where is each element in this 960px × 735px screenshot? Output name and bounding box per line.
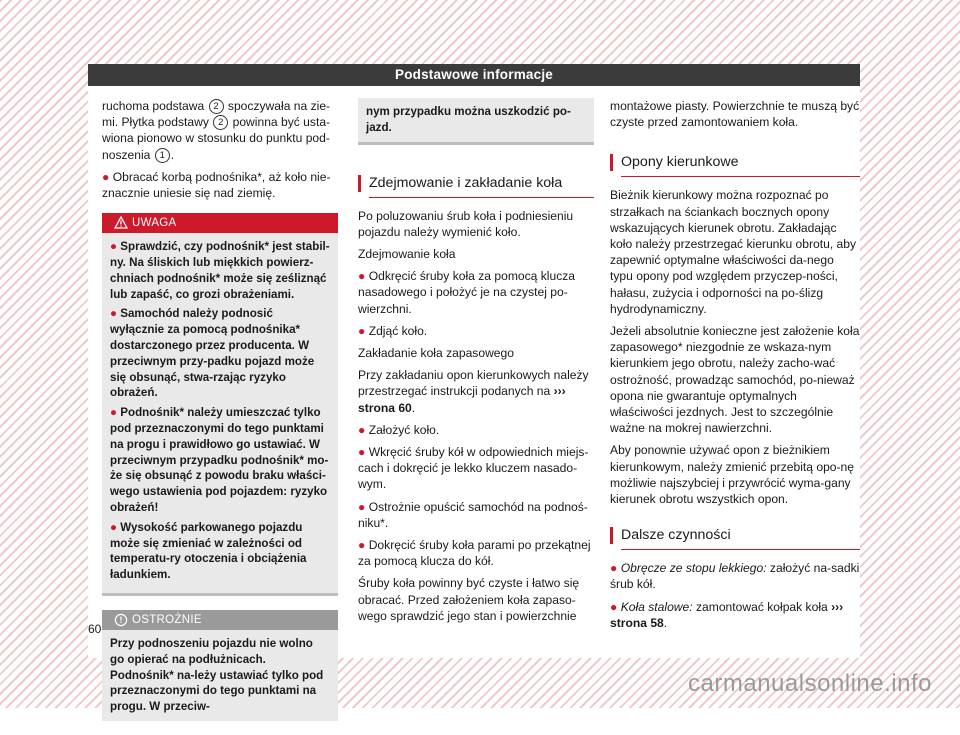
list-item: ● Obracać korbą podnośnika*, aż koło nie-znacznie uniesie się nad ziemię. — [102, 169, 331, 201]
section-heading: Opony kierunkowe — [610, 154, 860, 171]
column-2: nym przypadku można uszkodzić po-jazd. Zdejmowanie i zakładanie koła Po poluzowaniu śrub koła i podniesieniu pojazdu należy wymienić koło. Zdejmowanie koła ● Odkręcić śruby koła za pomocą klucza nasadowego i położyć je na czystej po-wierzchni. ● Zdjąć koło. Zakładanie koła zapasowego Przy zakładaniu opon kierunkowych należy przestrzegać instrukcji podanych na ››› strona 60. ● Założyć koło. ● Wkręcić śruby kół w odpowiednich miejs-cach i dokręcić je lekko kluczem nasado-wym. ● Ostrożnie opuścić samochód na podnoś-niku*. ● Dokręcić śruby koła parami po przekątnej za pomocą klucza do kół. Śruby koła powinny być czyste i łatwo się obracać. Przed założeniem koła zapaso-wego sprawdzić jego stan i powierzchnie — [358, 98, 594, 630]
bullet-icon: ● — [358, 445, 366, 460]
subheading: Zdejmowanie koła — [358, 247, 456, 261]
list-item: ● Podnośnik* należy umieszczać tylko pod przeznaczonymi do tego punktami na progu i prawidłowo go ustawiać. W przeciwnym przypadku podnośnik* mo-że się obsunąć z powodu braku właści-wego ustawienia pod pojazdem: ryzyko obrażeń! — [110, 406, 329, 514]
page-reference-link[interactable]: ››› strona 60 — [358, 384, 566, 415]
list-item: ● Dokręcić śruby koła parami po przekątnej za pomocą klucza do kół. — [358, 538, 591, 569]
list-item: ● Sprawdzić, czy podnośnik* jest stabil-ny. Na śliskich lub miękkich powierz-chniach podnośnik* może się ześliznąć lub zapaść, co grozi obrażeniami. — [110, 240, 330, 301]
bullet-icon: ● — [110, 307, 118, 321]
heading-underline — [621, 176, 860, 177]
paragraph-base-plate: ruchoma podstawa 2 spoczywała na zie-mi. Płytka podstawy 2 powinna być usta-wiona pionowo w stosunku do punktu pod-noszenia 1 . — [102, 99, 331, 162]
section-heading: Dalsze czynności — [610, 527, 860, 544]
watermark: carmanualsonline.info — [688, 670, 932, 697]
list-item: ● Koła stalowe: zamontować kołpak koła ››› strona 58. — [610, 599, 844, 630]
list-item: ● Wysokość parkowanego pojazdu może się zmieniać w zależności od temperatu-ry otoczenia i obciążenia ładunkiem. — [110, 520, 307, 582]
list-item: ● Zdjąć koło. — [358, 323, 428, 338]
page-reference-link[interactable]: ››› strona 58 — [610, 599, 844, 630]
warning-box — [102, 213, 338, 596]
info-circle-icon — [114, 613, 128, 627]
bullet-icon: ● — [610, 561, 618, 576]
warning-header: UWAGA — [102, 213, 338, 233]
bullet-icon: ● — [358, 538, 366, 553]
caution-body: Przy podnoszeniu pojazdu nie wolno go opierać na podłużnicach. Podnośnik* na-leży ustawiać tylko pod przeznaczonymi do tego punktami na progu. W przeciw- — [110, 636, 324, 714]
callout-number: 2 — [213, 115, 228, 130]
section-heading: Zdejmowanie i zakładanie koła — [358, 175, 594, 192]
bullet-icon: ● — [110, 406, 118, 420]
bullet-icon: ● — [358, 499, 366, 514]
warning-body — [102, 233, 338, 593]
warning-triangle-icon — [114, 216, 128, 229]
bullet-icon: ● — [110, 240, 118, 254]
bullet-icon: ● — [110, 520, 118, 534]
callout-number: 2 — [209, 99, 224, 114]
list-item: ● Ostrożnie opuścić samochód na podnoś-niku*. — [358, 499, 588, 530]
bullet-icon: ● — [358, 422, 366, 437]
column-1 — [102, 98, 338, 735]
caution-header: OSTROŻNIE — [102, 610, 338, 630]
subheading: Zakładanie koła zapasowego — [358, 346, 514, 361]
caution-box-continued: nym przypadku można uszkodzić po-jazd. — [358, 98, 594, 145]
list-item: ● Samochód należy podnosić wyłącznie za pomocą podnośnika* dostarczonego przez producenta. W przeciwnym przy-padku pojazd może się obsunąć, stwa-rzając ryzyko obrażeń. — [110, 307, 315, 400]
list-item: ● Wkręcić śruby kół w odpowiednich miejs-cach i dokręcić je lekko kluczem nasado-wym. — [358, 445, 589, 492]
page-header: Podstawowe informacje — [88, 64, 860, 86]
bullet-icon: ● — [102, 169, 110, 184]
bullet-icon: ● — [610, 599, 618, 614]
heading-underline — [369, 197, 594, 198]
callout-number: 1 — [155, 148, 170, 163]
list-item: ● Obręcze ze stopu lekkiego: założyć na-sadki śrub kół. — [610, 561, 860, 592]
list-item: ● Odkręcić śruby koła za pomocą klucza nasadowego i położyć je na czystej po-wierzchni. — [358, 269, 576, 316]
caution-box — [102, 610, 338, 721]
bullet-icon: ● — [358, 269, 366, 284]
bullet-icon: ● — [358, 323, 366, 338]
list-item: ● Założyć koło. — [358, 422, 440, 437]
column-3: montażowe piasty. Powierzchnie te muszą być czyste przed zamontowaniem koła. Opony kierunkowe Bieżnik kierunkowy można rozpoznać po strzałkach na ściankach bocznych opony wskazujących kierunek obrotu. Zakładając koło należy przestrzegać kierunku obrotu, aby zapewnić optymalne właściwości da-nego typu opony pod względem przyczep-ności, hałasu, zużycia i odporności na po-ślizg hydrodynamiczny. Jeżeli absolutnie konieczne jest założenie koła zapasowego* niezgodnie ze wskaza-nym kierunkiem jego obrotu, należy zacho-wać ostrożność, prowadząc samochód, po-nieważ opona nie gwarantuje optymalnych właściwości jezdnych. Jest to szczególnie ważne na mokrej nawierzchni. Aby ponownie używać opon z bieżnikiem kierunkowym, należy zmienić przebitą opo-nę możliwie najszybciej i przywrócić wyma-gany kierunek obrotu wszystkich opon. Dalsze czynności ● Obręcze ze stopu lekkiego: założyć na-sadki śrub kół. ● Koła stalowe: zamontować kołpak koła ››› strona 58. — [610, 99, 860, 630]
page-number: 60 — [88, 622, 102, 636]
heading-underline — [621, 549, 860, 550]
